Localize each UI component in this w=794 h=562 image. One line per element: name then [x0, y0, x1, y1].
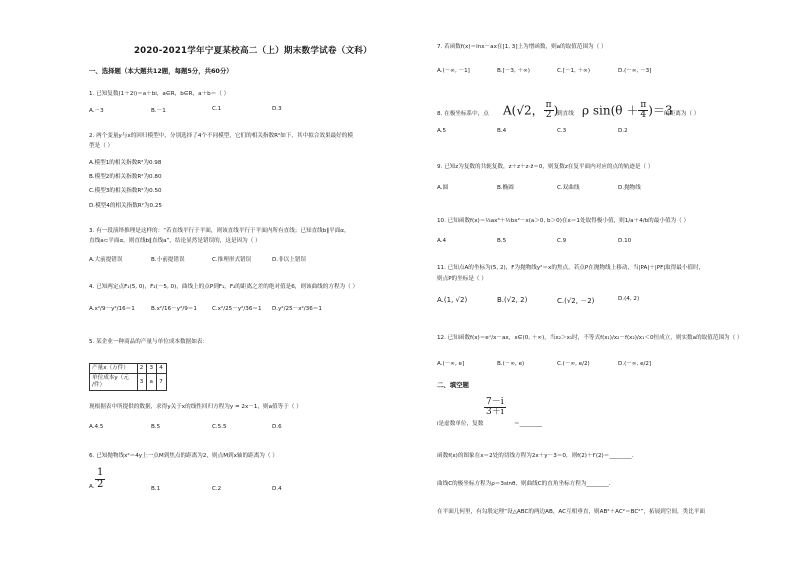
question-10-option-d: D.10: [618, 238, 632, 244]
question-11-option-b: B.(√2, 2): [497, 296, 528, 304]
question-4-option-a: A.x²/9－y²/16＝1: [89, 306, 135, 312]
table-row2-label: [90, 374, 138, 391]
fill-16-stem: 在平面几何里，有勾股定理“设△ABC的两边AB，AC互相垂直，则AB²＋AC²＝BC²”，拓展到空间，类比平面: [437, 509, 705, 515]
question-1-option-b: B.－1: [151, 108, 166, 114]
question-12-option-c: C.(－∞, e/2): [557, 361, 590, 367]
pi-numerator-2: π: [640, 100, 647, 110]
question-7-option-a: A.(－∞, －1]: [437, 68, 470, 74]
question-10-stem: 10. 已知函数f(x)＝⅓ax³＋½bx²－x(a＞0, b＞0)在x＝1处取得极小值，则1/a＋4/b的最小值为（ ）: [437, 218, 690, 224]
question-6-option-a: A.: [89, 484, 95, 490]
question-10-option-a: A.4: [437, 238, 447, 244]
fill-13-denominator: 3＋i: [486, 407, 504, 418]
question-4-option-d: D.y²/25－x²/36＝1: [272, 306, 322, 312]
sqrt-two: √2: [516, 103, 532, 118]
question-4-stem: 4. 已知两定点F₁(5, 0)，F₂(－5, 0)，曲线上的点P到F₁，F₂的距离之差的绝对值是6，则该曲线的方程为（ ）: [89, 284, 359, 290]
question-4-option-b: B.x²/16－y²/9＝1: [151, 306, 197, 312]
question-11-stem-line2: 则点P的坐标是（ ）: [437, 276, 487, 282]
question-3-option-a: A.大前提错误: [89, 257, 123, 263]
question-2-option-a: A.模型1的相关指数R²为0.98: [89, 160, 162, 166]
pi-denominator: 2: [545, 110, 552, 121]
table-row2-cell2: a: [147, 374, 157, 391]
question-2-option-d: D.模型4的相关指数R²为0.25: [89, 203, 162, 209]
fill-13-numerator: 7－i: [486, 397, 504, 407]
section-fill-heading: 二、填空题: [437, 381, 469, 389]
question-8-option-b: B.4: [497, 128, 507, 134]
table-row2-cell3: 7: [157, 374, 167, 391]
question-7-option-d: D.(－∞, －3]: [618, 68, 652, 74]
question-3-option-b: B.小前提错误: [151, 257, 185, 263]
question-12-option-a: A.(－∞, e]: [437, 361, 465, 367]
question-11-option-c: C.(√2, －2): [557, 297, 595, 305]
question-5-stem: 5. 某企业一种商品的产量与单位成本数据如表：: [89, 339, 208, 345]
question-5-option-d: D.6: [272, 424, 282, 430]
question-1-option-a: A.－3: [89, 108, 104, 114]
question-3-stem-line1: 3. 有一段演绎推理是这样的：“若直线平行于平面，则该直线平行于平面内所有直线；已知直线b∥平面α，: [89, 228, 350, 234]
question-12-option-d: D.(－∞, e/2]: [618, 361, 652, 367]
question-2-stem-line2: 型是（ ）: [89, 143, 114, 149]
question-2-stem-line1: 2. 两个变量y与x的回归模型中，分别选择了4个不同模型，它们的相关指数R²如下，其中拟合效果最好的模: [89, 133, 353, 139]
question-9-option-d: D.抛物线: [618, 185, 641, 191]
question-8-line-equation: [582, 101, 673, 121]
question-6-option-d: D.4: [272, 486, 282, 492]
question-2-option-c: C.模型3的相关指数R²为0.50: [89, 188, 162, 194]
question-7-option-b: B.[－3, ＋∞): [497, 68, 530, 74]
question-9-option-b: B.椭圆: [497, 185, 514, 191]
question-8-option-d: D.2: [618, 128, 628, 134]
question-4-option-c: C.x²/25－y²/36＝1: [212, 306, 262, 312]
question-11-stem-line1: 11. 已知点A的坐标为(5, 2)，F为抛物线y²＝x的焦点，若点P在抛物线上移动，当|PA|＋|PF|取得最小值时，: [437, 265, 705, 271]
question-8-point-a: [503, 101, 558, 121]
question-3-option-c: C.推理形式错误: [212, 257, 252, 263]
close-paren: ): [553, 103, 559, 118]
question-5-option-a: A.4.5: [89, 424, 104, 430]
point-label: A(: [503, 103, 517, 118]
question-3-option-d: D.非以上错误: [272, 257, 307, 263]
question-5-data-table: [89, 363, 167, 391]
fill-13-suffix: ＝________: [514, 421, 542, 427]
fill-13-fraction: [484, 398, 506, 418]
equals-three: )＝3: [648, 103, 673, 118]
question-1-option-c: C.1: [212, 106, 222, 112]
question-6-option-a-fraction: [95, 468, 105, 490]
fraction-numerator: 1: [97, 467, 104, 478]
question-9-option-c: C.双曲线: [557, 185, 580, 191]
question-7-option-c: C.[－1, ＋∞): [557, 68, 591, 74]
question-8-prefix: 8. 在极坐标系中，点: [437, 111, 489, 117]
question-10-option-c: C.9: [557, 238, 567, 244]
question-5-option-b: B.5: [151, 424, 161, 430]
fill-14-stem: 函数f(x)的图象在x＝2处的切线方程为2x＋y－3＝0，则f(2)＋f′(2)＝________．: [437, 453, 638, 459]
question-8-option-a: A.5: [437, 128, 447, 134]
table-row1-cell2: 3: [147, 364, 157, 374]
section-choice-heading: 一、选择题（本大题共12题，每题5分，共60分）: [89, 67, 233, 75]
question-6-option-b: B.1: [151, 486, 161, 492]
comma: ，: [531, 103, 544, 118]
question-12-stem: 12. 已知函数f(x)＝eˣ/x－ax，x∈(0, ＋∞)，当x₂＞x₁时，不等式f(x₁)/x₂－f(x₂)/x₁＜0恒成立，则实数a的取值范围为（ ）: [437, 335, 743, 341]
fill-15-stem: 曲线C的极坐标方程为ρ＝3sinθ，则曲线C的直角坐标方程为________．: [437, 481, 615, 487]
fraction-denominator: 2: [97, 478, 104, 490]
question-11-option-a: A.(1, √2): [437, 296, 468, 304]
table-row2-label-line1: 单位成本y（元: [92, 375, 129, 381]
question-10-option-b: B.5: [497, 238, 507, 244]
question-3-stem-line2: 直线a⊂平面α，则直线b∥直线a”，结论显然是错误的，这是因为（ ）: [89, 238, 261, 244]
question-7-stem: 7. 若函数f(x)＝lnx－ax在[1, 3]上为增函数，则a的取值范围为（ ）: [437, 44, 607, 50]
table-row1-cell1: 2: [137, 364, 147, 374]
pi-denominator-4: 4: [640, 110, 647, 121]
question-9-stem: 9. 已知z为复数的共轭复数，z＋z＋z·z̄＝0，则复数z在复平面内对应的点的轨迹是（ ）: [437, 164, 654, 170]
table-row1-cell3: 4: [157, 364, 167, 374]
question-9-option-a: A.圆: [437, 185, 449, 191]
question-8-to-line: 到直线: [557, 111, 574, 117]
exam-title: 2020-2021学年宁夏某校高二（上）期末数学试卷（文科）: [134, 46, 372, 56]
question-11-option-d: D.(4, 2): [618, 296, 640, 302]
fill-13-prefix: i是虚数单位，复数: [437, 421, 484, 427]
pi-numerator: π: [545, 100, 552, 110]
question-8-option-c: C.3: [557, 128, 567, 134]
question-6-stem: 6. 已知抛物线x²＝4y上一点M到焦点的距离为2，则点M到x轴的距离为（ ）: [89, 453, 278, 459]
table-row2-label-line2: /件）: [92, 382, 106, 388]
question-6-option-c: C.2: [212, 486, 222, 492]
table-row1-label: 产量x（万件）: [90, 364, 138, 374]
question-1-stem: 1. 已知复数(1＋2i)＝a＋bi，a∈R，b∈R，a＋b＝（ ）: [89, 91, 230, 97]
question-5-option-c: C.5.5: [212, 424, 227, 430]
table-row2-cell1: 3: [137, 374, 147, 391]
question-2-option-b: B.模型2的相关指数R²为0.80: [89, 174, 162, 180]
question-1-option-d: D.3: [272, 106, 282, 112]
question-5-after-text: 现根据表中所提供的数据，求得y关于x的线性回归方程为y = 2x－1，则a值等于（ ）: [89, 404, 302, 410]
question-8-suffix: 的距离为（ ）: [664, 111, 700, 117]
rho-sin: ρ sin(θ ＋: [582, 103, 639, 118]
question-12-option-b: B.(－∞, e): [497, 361, 525, 367]
